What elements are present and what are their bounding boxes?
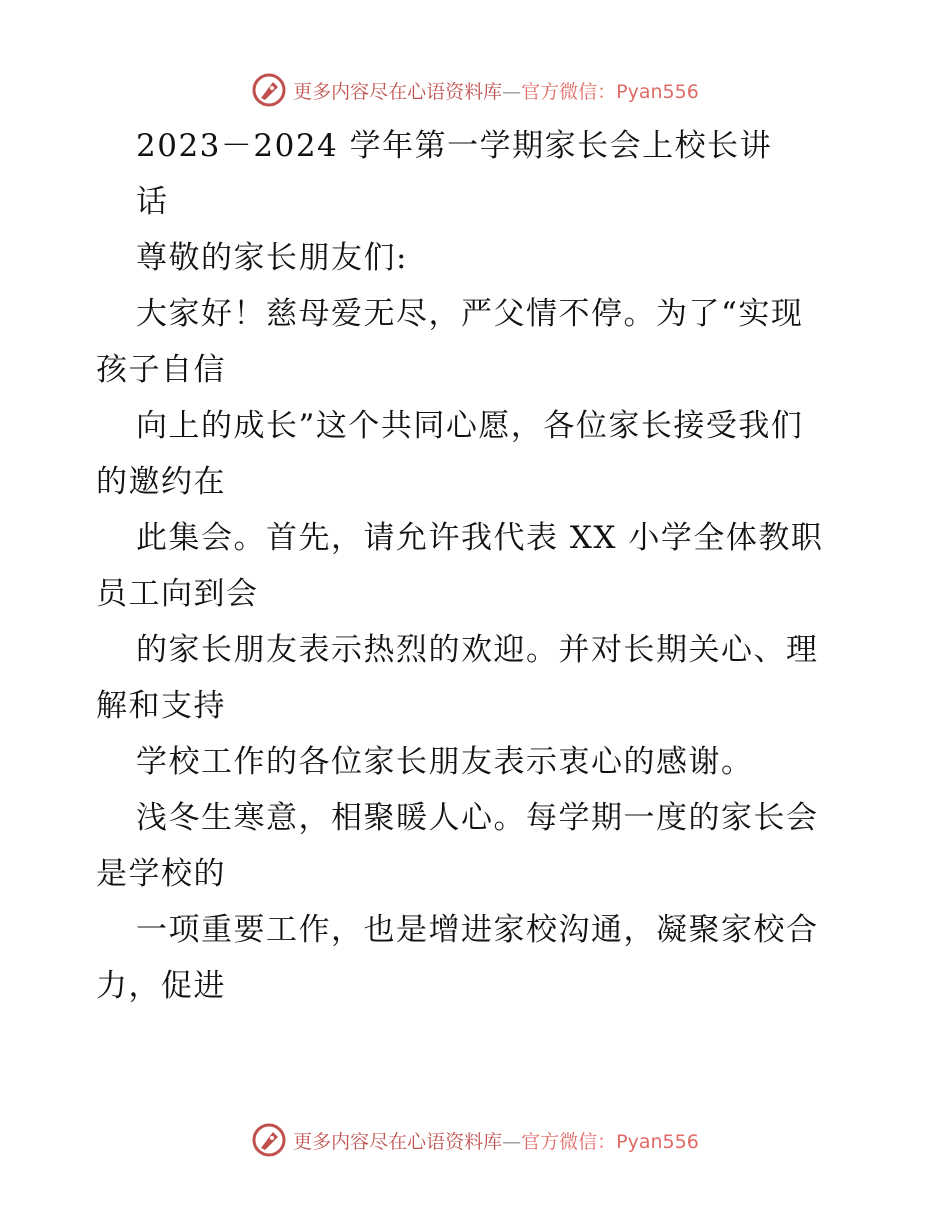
pen-nib-logo-icon: [251, 1122, 287, 1158]
doc-title-line-1: 2023－2024 学年第一学期家长会上校长讲: [136, 128, 773, 164]
doc-title-line-2: 话: [136, 184, 169, 220]
doc-greeting: 尊敬的家长朋友们:: [136, 240, 408, 276]
footer-banner: [0, 1118, 950, 1162]
banner-text: 更多内容尽在心语资料库—官方微信：Pyan556: [293, 1130, 699, 1153]
paragraph-line: 学校工作的各位家长朋友表示衷心的感谢。: [136, 744, 754, 780]
paragraph-line: 的家长朋友表示热烈的欢迎。并对长期关心、理: [136, 632, 819, 668]
paragraph-line: 力，促进: [96, 968, 226, 1004]
document-body: [96, 118, 856, 1014]
paragraph-line: 向上的成长”这个共同心愿，各位家长接受我们: [136, 408, 804, 444]
header-banner: [0, 68, 950, 112]
paragraph-line: 孩子自信: [96, 352, 226, 388]
pen-nib-logo-icon: [251, 72, 287, 108]
paragraph-line: 浅冬生寒意，相聚暖人心。每学期一度的家长会: [136, 800, 819, 836]
paragraph-line: 是学校的: [96, 856, 226, 892]
banner-text: 更多内容尽在心语资料库—官方微信：Pyan556: [293, 80, 699, 103]
paragraph-line: 此集会。首先，请允许我代表 XX 小学全体教职: [136, 520, 824, 556]
paragraph-line: 员工向到会: [96, 576, 259, 612]
paragraph-line: 大家好！慈母爱无尽，严父情不停。为了“实现: [136, 296, 804, 332]
paragraph-line: 解和支持: [96, 688, 226, 724]
paragraph-line: 一项重要工作，也是增进家校沟通，凝聚家校合: [136, 912, 819, 948]
paragraph-line: 的邀约在: [96, 464, 226, 500]
